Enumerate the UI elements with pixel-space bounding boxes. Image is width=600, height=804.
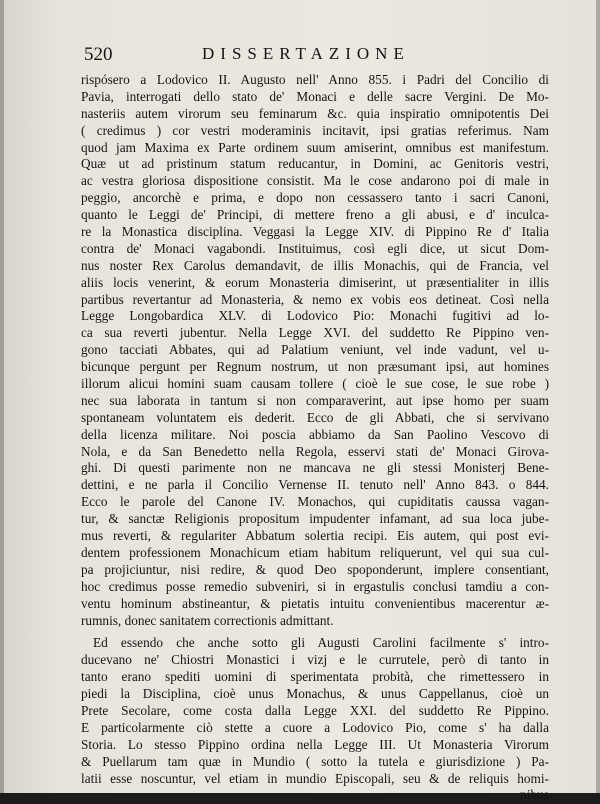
- text-line: ( credimus ) cor vestri moderaminis incitavit, ipsi gratias referimus. Nam: [81, 122, 549, 138]
- text-line: della licenza militare. Noi poscia abbiamo da San Paolino Vescovo di: [81, 426, 549, 442]
- text-line: nasteriis autem virorum seu feminarum &c. quia inspiratio omnipotentis Dei: [81, 105, 549, 121]
- text-line: tur, & sanctæ Religionis propositum impudenter infamant, ad sua loca jube-: [81, 511, 549, 527]
- paragraph-2: [81, 635, 549, 804]
- text-line: aliis locis venerint, & eorum Monasteria dimiserint, ut præsentialiter in illis: [81, 274, 549, 290]
- text-line: rispósero a Lodovico II. Augusto nell' Anno 855. i Padri del Concilio di: [81, 72, 549, 87]
- text-line: dettini, e ne parla il Concilio Vernense II. tenuto nell' Anno 843. o 844.: [81, 477, 549, 493]
- text-line: peggio, ancorchè e prima, e dopo non cessassero tanto i sacri Canoni,: [81, 190, 549, 206]
- text-line: contra de' Monaci vagabondi. Instituimus, così egli dice, ut sicut Dom-: [81, 240, 549, 256]
- text-line: ac vestra gloriosa dispositione consistit. Ma le cose andarono poi di male in: [81, 173, 549, 189]
- text-line: pa projiciuntur, nisi redire, & quod Deo spoponderunt, implere consentiant,: [81, 561, 549, 577]
- text-line: mus reverti, & regulariter Abbatum solertia recipi. Eis autem, qui post evi-: [81, 528, 549, 544]
- text-line: Quæ ut ad pristinum statum reducantur, in Domini, ac Genitoris vestri,: [81, 156, 549, 172]
- text-line: hoc credimus posse remedio subveniri, si in ergastulis conclusi tamdiu a con-: [81, 578, 549, 594]
- text-line: illorum alicui homini suam causam tollere ( cioè le sue cose, le sue robe ): [81, 376, 549, 392]
- running-title: DISSERTAZIONE: [202, 44, 410, 63]
- text-line: E particolarmente ciò stette a cuore a Lodovico Pio, come s' ha dalla: [81, 719, 549, 735]
- text-line: quanto le Leggi de' Principi, di mettere freno a gli abusi, e d' inculca-: [81, 207, 549, 223]
- text-line: latii esse noscuntur, vel etiam in mundio Episcopali, seu & de reliquis homi-: [81, 770, 549, 786]
- page-shadow-right: [596, 0, 600, 793]
- text-line: Prete Secolare, come costa dalla Legge XXI. del suddetto Re Pippino.: [81, 702, 549, 718]
- text-line: rumnis, donec sanitatem correctionis admittant.: [81, 612, 334, 628]
- page-shadow-left: [0, 0, 4, 793]
- text-line: ventu hominum abstineantur, & pietatis intuitu convenientibus macerentur æ-: [81, 595, 549, 611]
- body-text: [81, 72, 549, 804]
- text-line: re la Monastica disciplina. Veggasi la Legge XIV. di Pippino Re d' Italia: [81, 224, 549, 240]
- text-line: partibus revertantur ad Monasteria, & nemo ex vobis eos detineat. Così nella: [81, 291, 549, 307]
- text-line: Pavia, interrogati dello stato de' Monaci e delle sacre Vergini. De Mo-: [81, 88, 549, 104]
- text-line: dentem professionem Monachicum etiam habitum reliquerunt, vel qui sua cul-: [81, 544, 549, 560]
- text-line: bicunque pergunt per Regnum nostrum, ut non præsumant ipsi, aut homines: [81, 359, 549, 375]
- text-line: piedi la Disciplina, cioè unus Monachus, & unus Cappellanus, cioè un: [81, 686, 549, 702]
- text-line: ducevano ne' Chiostri Monastici i vizj e le currutele, però di tanto in: [81, 652, 549, 668]
- text-line: & Puellarum tam quæ in Mundio ( sotto la tutela e giurisdizione ) Pa-: [81, 753, 549, 769]
- text-line: tanto erano spediti uomini di sperimentata probità, che rimettessero in: [81, 669, 549, 685]
- text-line: Storia. Lo stesso Pippino ordina nella Legge III. Ut Monasteria Virorum: [81, 736, 549, 752]
- text-line: spontaneam voluntatem eis dederit. Ecco de gli Abbati, che si servivano: [81, 409, 549, 425]
- page-number: 520: [84, 44, 113, 65]
- text-line: gono tacciati Abbates, qui ad Palatium veniunt, vel inde vadunt, vel u-: [81, 342, 549, 358]
- text-line: Legge Longobardica XLV. di Lodovico Pio: Monachi fugitivi ad lo-: [81, 308, 549, 324]
- text-line: nec sua laborata in tantum si non comparaverint, aut ipse homo per suam: [81, 392, 549, 408]
- text-line: ca sua reverti jubentur. Nella Legge XVI. del suddetto Re Pippino ven-: [81, 325, 549, 341]
- text-line: nibus: [520, 787, 549, 803]
- text-line: Nola, e da San Benedetto nella Regola, esservi stati de' Monaci Girova-: [81, 443, 549, 459]
- paragraph-1: [81, 72, 549, 629]
- text-line: quod jam Maxima ex Parte ordinem suum amiserint, omnibus est manifestum.: [81, 139, 549, 155]
- text-line: nus noster Rex Carolus demandavit, de illis Monachis, qui de Francia, vel: [81, 257, 549, 273]
- text-line: Ed essendo che anche sotto gli Augusti Carolini facilmente s' intro-: [93, 635, 549, 651]
- text-line: ghi. Di questi parimente non ne mancava ne gli stessi Monisterj Bene-: [81, 460, 549, 476]
- page-header: [84, 44, 544, 68]
- text-line: Ecco le parole del Canone IV. Monachos, qui cupiditatis caussa vagan-: [81, 494, 549, 510]
